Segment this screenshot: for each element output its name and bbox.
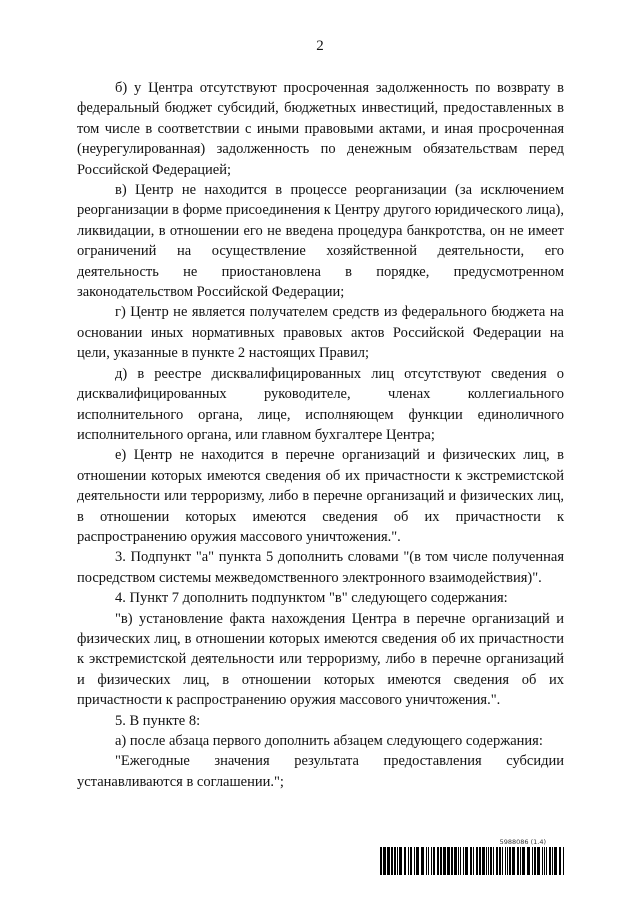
barcode-bar [428, 847, 429, 875]
barcode-bar [482, 847, 485, 875]
barcode-bar [505, 847, 506, 875]
barcode-bar [542, 847, 543, 875]
barcode-bar [512, 847, 515, 875]
barcode-bar [537, 847, 540, 875]
paragraph-item-5: 5. В пункте 8: [115, 712, 201, 729]
barcode-bar [451, 847, 453, 875]
barcode-bar [463, 847, 464, 875]
document-body [77, 78, 564, 792]
barcode-bar [476, 847, 478, 875]
barcode-bar [391, 847, 393, 875]
page-number: 2 [316, 38, 324, 54]
paragraph-item-4-v: "в) установление факта нахождения Центра в перечне организаций и физических лиц, в отношении которых имеются сведения об их причастности к экстремистской деятельности или терроризму, либо в перечне организаций и физических лиц, в отношении которых имеются сведения об их причастности к распространению оружия массового уничтожения.". [77, 610, 564, 709]
barcode-bar [380, 847, 382, 875]
barcode-bar [394, 847, 396, 875]
barcode-bar [470, 847, 472, 875]
barcode-bar [499, 847, 501, 875]
barcode-bar [404, 847, 406, 875]
barcode-block [380, 838, 566, 876]
barcode-bar [447, 847, 450, 875]
barcode-bar [522, 847, 525, 875]
barcode-bar [479, 847, 481, 875]
barcode-bar [527, 847, 530, 875]
barcode-bar [408, 847, 409, 875]
paragraph-g: г) Центр не является получателем средств из федерального бюджета на основании иных нормативных правовых актов Российской Федерации на цели, указанные в пункте 2 настоящих Правил; [77, 304, 564, 362]
barcode-bar [502, 847, 503, 875]
barcode-bar [458, 847, 459, 875]
barcode-bar [520, 847, 521, 875]
barcode-bar [431, 847, 432, 875]
barcode-bar [473, 847, 474, 875]
barcode-bar [507, 847, 508, 875]
barcode-bar [465, 847, 468, 875]
barcode-bar [426, 847, 427, 875]
barcode-bar [549, 847, 551, 875]
barcode-bar [416, 847, 419, 875]
barcode-bar [486, 847, 487, 875]
barcode-bar [443, 847, 446, 875]
barcode-bar [496, 847, 498, 875]
barcode-bar [421, 847, 424, 875]
barcode-bar [559, 847, 561, 875]
barcode-bar [387, 847, 390, 875]
barcode-bar [460, 847, 461, 875]
paragraph-item-4: 4. Пункт 7 дополнить подпунктом "в" следующего содержания: [115, 590, 508, 607]
barcode-bar [554, 847, 557, 875]
barcode-bar [383, 847, 386, 875]
paragraph-item-5-quote: "Ежегодные значения результата предоставления субсидии устанавливаются в соглашении."; [77, 753, 564, 790]
barcode-bar [493, 847, 494, 875]
barcode-bar [544, 847, 545, 875]
barcode-caption: 5988086 (1.4) [499, 838, 546, 846]
barcode-bar [397, 847, 398, 875]
barcode-image [380, 847, 566, 875]
barcode-bar [414, 847, 415, 875]
paragraph-item-5-a: а) после абзаца первого дополнить абзацем следующего содержания: [115, 733, 543, 749]
barcode-bar [552, 847, 553, 875]
barcode-bar [546, 847, 547, 875]
barcode-bar [532, 847, 533, 875]
paragraph-v: в) Центр не находится в процессе реорганизации (за исключением реорганизации в форме присоединения к Центру другого юридического лица), ликвидации, в отношении его не введена процедура банкротства, он не имеет ограничений на осуществление хозяйственной деятельности, его деятельность не приостановлена в порядке, предусмотренном законодательством Российской Федерации; [77, 182, 564, 301]
barcode-bar [490, 847, 492, 875]
barcode-bar [517, 847, 519, 875]
barcode-bar [454, 847, 457, 875]
barcode-bar [433, 847, 435, 875]
paragraph-b: б) у Центра отсутствуют просроченная задолженность по возврату в федеральный бюджет субсидий, бюджетных инвестиций, предоставленных в том числе в соответствии с иными правовыми актами, и иная просроченная (неурегулированная) задолженность по денежным обязательствам перед Российской Федерацией; [77, 80, 564, 178]
barcode-bar [437, 847, 439, 875]
paragraph-e: е) Центр не находится в перечне организаций и физических лиц, в отношении которых имеются сведения об их причастности к экстремистской деятельности или терроризму, либо в перечне организаций и физических лиц, в отношении которых имеются сведения об их причастности к распространению оружия массового уничтожения.". [77, 447, 564, 545]
barcode-bar [399, 847, 402, 875]
barcode-bar [534, 847, 536, 875]
barcode-bar [488, 847, 489, 875]
barcode-bar [509, 847, 511, 875]
barcode-bar [563, 847, 564, 875]
barcode-bar [410, 847, 412, 875]
paragraph-d: д) в реестре дисквалифицированных лиц отсутствуют сведения о дисквалифицированных руководителе, членах коллегиального исполнительного органа, лице, исполняющем функции единоличного исполнительного органа, или главном бухгалтере Центра; [77, 365, 564, 443]
barcode-bar [440, 847, 442, 875]
paragraph-item-3: 3. Подпункт "а" пункта 5 дополнить словами "(в том числе полученная посредством системы межведомственного электронного взаимодействия)". [77, 549, 564, 586]
